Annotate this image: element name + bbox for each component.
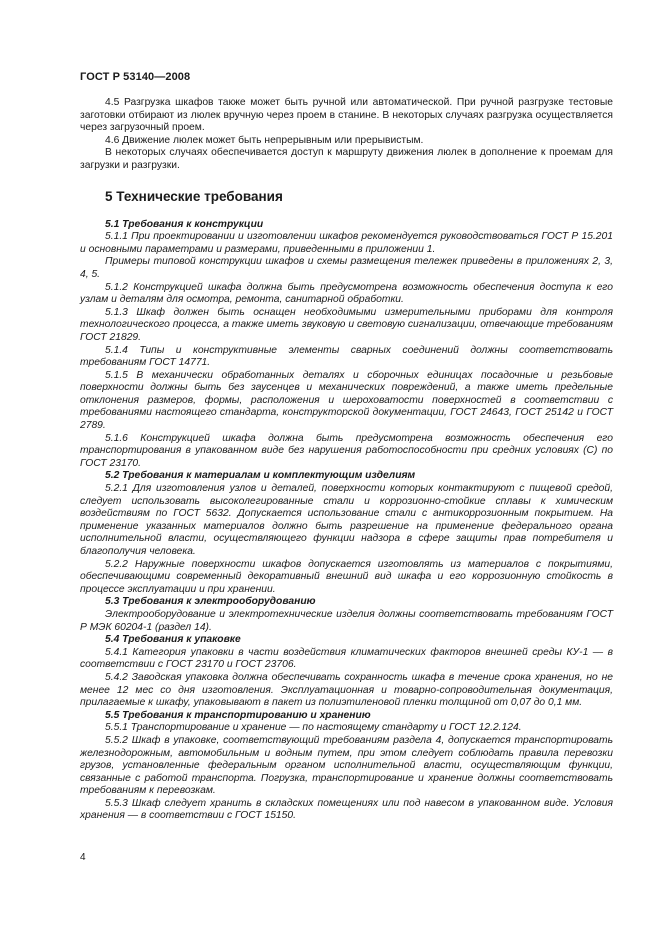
subsection-5-3-heading: 5.3 Требования к электрооборудованию xyxy=(105,596,316,608)
page-number: 4 xyxy=(80,852,86,863)
paragraph-5-1-1-examples: Примеры типовой конструкции шкафов и схемы размещения тележек приведены в приложениях 2, 3, 4, 5. xyxy=(80,256,613,280)
subsection-5-4-heading: 5.4 Требования к упаковке xyxy=(105,634,241,646)
paragraph-5-4-1: 5.4.1 Категория упаковки в части воздействия климатических факторов внешней среды КУ-1 — в соответствии с ГОСТ 23170 и ГОСТ 23706. xyxy=(80,646,613,671)
paragraph-5-5-2: 5.5.2 Шкаф в упаковке, соответствующий требованиям раздела 4, допускается транспортировать железнодорожным, автомобильным и водным путем, при этом следует соблюдать правила перевозки грузов, установленные федеральным органом исполнительной власти, осуществляющим функции, связанные с работой транспорта. Погрузка, транспортирование и хранение должны соответствовать требованиям к перевозкам. xyxy=(80,734,613,797)
paragraph-5-1-1: 5.1.1 При проектировании и изготовлении шкафов рекомендуется руководствоваться ГОСТ Р 15.201 и основными параметрами и размерами, приведенными в приложении 1. xyxy=(80,231,613,255)
paragraph-5-1-3: 5.1.3 Шкаф должен быть оснащен необходимыми измерительными приборами для контроля технологического процесса, а также иметь звуковую и световую сигнализации, отвечающие требованиям ГОСТ 21829. xyxy=(80,306,613,343)
page-content xyxy=(80,97,613,823)
subsection-5-5-heading: 5.5 Требования к транспортированию и хранению xyxy=(105,709,371,721)
section-5-title: 5 Технические требования xyxy=(105,188,283,204)
paragraph-4-6: 4.6 Движение люлек может быть непрерывным или прерывистым. xyxy=(105,134,424,146)
paragraph-5-2-2: 5.2.2 Наружные поверхности шкафов допускается изготовлять из материалов с покрытиями, обеспечивающими современный декоративный внешний вид шкафа и его коррозионную стойкость в процессе эксплуатации и при хранении. xyxy=(80,558,613,595)
paragraph-5-1-6: 5.1.6 Конструкцией шкафа должна быть предусмотрена возможность обеспечения его транспортирования в упакованном виде без нарушения работоспособности при средних условиях (С) по ГОСТ 23170. xyxy=(80,432,613,469)
paragraph-5-5-1: 5.5.1 Транспортирование и хранение — по настоящему стандарту и ГОСТ 12.2.124. xyxy=(105,722,522,734)
paragraph-5-5-3: 5.5.3 Шкаф следует хранить в складских помещениях или под навесом в упакованном виде. Условия хранения — в соответствии с ГОСТ 15150. xyxy=(80,797,613,822)
paragraph-5-1-4: 5.1.4 Типы и конструктивные элементы сварных соединений должны соответствовать требованиям ГОСТ 14771. xyxy=(80,344,613,369)
paragraph-access: В некоторых случаях обеспечивается доступ к маршруту движения люлек в дополнение к проемам для загрузки и разгрузки. xyxy=(80,147,613,171)
paragraph-4-5: 4.5 Разгрузка шкафов также может быть ручной или автоматической. При ручной разгрузке тестовые заготовки отбирают из люлек вручную через проем в станине. В некоторых случаях разгрузка осуществляется через загрузочный проем. xyxy=(80,97,613,134)
paragraph-5-1-5: 5.1.5 В механически обработанных деталях и сборочных единицах посадочные и резьбовые поверхности должны быть без заусенцев и механических повреждений, а также иметь предельные отклонения размеров, формы, расположения и шероховатости поверхностей в соответствии с требованиями настоящего стандарта, конструкторской документации, ГОСТ 24643, ГОСТ 25142 и ГОСТ 2789. xyxy=(80,369,613,432)
paragraph-5-1-2: 5.1.2 Конструкцией шкафа должна быть предусмотрена возможность обеспечения доступа к его узлам и деталям для осмотра, ремонта, санитарной обработки. xyxy=(80,281,613,306)
document-header: ГОСТ Р 53140—2008 xyxy=(80,71,191,83)
paragraph-5-3: Электрооборудование и электротехнические изделия должны соответствовать требованиям ГОСТ Р МЭК 60204-1 (раздел 14). xyxy=(80,608,613,633)
paragraph-5-4-2: 5.4.2 Заводская упаковка должна обеспечивать сохранность шкафа в течение срока хранения, но не менее 12 мес со дня изготовления. Эксплуатационная и товарно-сопроводительная документация, прилагаемые к шкафу, упаковывают в пакет из полиэтиленовой пленки толщиной от 0,07 до 0,1 мм. xyxy=(80,671,613,709)
paragraph-5-2-1: 5.2.1 Для изготовления узлов и деталей, поверхности которых контактируют с пищевой средой, следует использовать высоколегированные стали и коррозионно-стойкие сплавы к химическим воздействиям по ГОСТ 5632. Допускается использование стали с антикоррозионным покрытием. На применение указанных материалов должно быть разрешение на применение федерального органа исполнительной власти, осуществляющего функции надзора в сфере защиты прав потребителя и благополучия человека. xyxy=(80,483,613,557)
subsection-5-2-heading: 5.2 Требования к материалам и комплектующим изделиям xyxy=(105,470,416,482)
subsection-5-1-heading: 5.1 Требования к конструкции xyxy=(105,218,264,230)
